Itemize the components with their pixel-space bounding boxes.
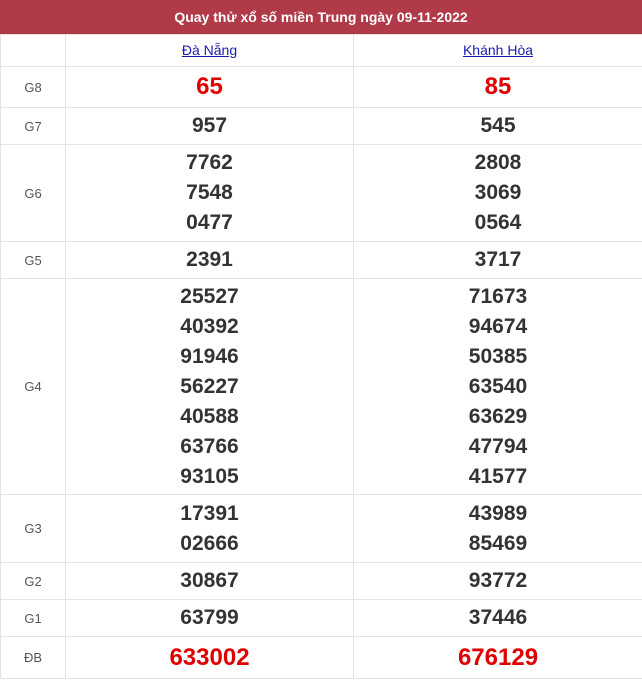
prize-cell [66,600,354,637]
prize-number: 50385 [468,344,528,368]
prize-number: 43989 [468,501,528,525]
prize-number: 85469 [468,531,528,555]
header-row [1,35,642,67]
prize-number: 40588 [180,404,239,428]
prize-cell [354,279,642,495]
province-link-khanh-hoa[interactable]: Khánh Hòa [462,41,534,58]
prize-number: 63799 [180,606,239,629]
prize-number: 7548 [186,181,233,204]
prize-number: 633002 [169,643,250,671]
prize-number: 63629 [468,404,528,428]
prize-number: 41577 [468,464,528,488]
prize-number: 30867 [180,569,239,592]
prize-row [1,637,642,679]
prize-number: 17391 [180,501,239,525]
prize-number: 63540 [468,374,528,398]
prize-cell [66,242,354,279]
prize-row [1,67,642,108]
prize-label: G7 [1,108,66,145]
prize-number: 40392 [180,314,239,338]
prize-label: G5 [1,242,66,279]
prize-row [1,242,642,279]
prize-number: 545 [480,114,516,137]
prize-cell [66,279,354,495]
prize-cell [66,108,354,145]
prize-label: G3 [1,495,66,563]
prize-row [1,495,642,563]
prize-number: 0564 [474,211,522,234]
prize-number: 93772 [468,569,528,592]
prize-number: 7762 [186,151,233,174]
prize-cell [354,242,642,279]
prize-number: 47794 [468,434,528,458]
prize-number: 63766 [180,434,239,458]
prize-cell [354,145,642,242]
header-empty-cell [1,35,66,67]
prize-label: G2 [1,563,66,600]
prize-cell [66,637,354,679]
prize-number: 37446 [468,606,528,629]
prize-number: 25527 [180,284,239,308]
prize-cell [66,563,354,600]
prize-number: 94674 [468,314,528,338]
prize-row [1,145,642,242]
prize-cell [66,145,354,242]
prize-cell [354,600,642,637]
prize-row [1,600,642,637]
prize-label: G8 [1,67,66,108]
prize-cell [354,637,642,679]
page-title: Quay thử xổ số miền Trung ngày 09-11-2022 [0,0,642,34]
prize-label: ĐB [1,637,66,679]
prize-number: 3717 [474,248,522,271]
prize-number: 3069 [474,181,522,204]
prize-row [1,279,642,495]
prize-cell [66,67,354,108]
province-link-da-nang[interactable]: Đà Nẵng [181,41,238,58]
prize-cell [354,563,642,600]
prize-number: 91946 [180,344,239,368]
prize-cell [354,108,642,145]
prize-number: 2808 [474,151,522,174]
prize-number: 93105 [180,464,239,488]
prize-number: 957 [191,114,228,137]
prize-number: 2391 [186,248,233,271]
prize-number: 02666 [180,531,239,555]
prize-label: G4 [1,279,66,495]
results-table [0,34,642,679]
prize-label: G6 [1,145,66,242]
prize-number: 676129 [457,643,539,671]
prize-rows [1,67,642,679]
prize-number: 0477 [186,211,233,234]
prize-row [1,108,642,145]
prize-number: 65 [196,73,223,100]
prize-cell [66,495,354,563]
prize-row [1,563,642,600]
prize-label: G1 [1,600,66,637]
prize-cell [354,495,642,563]
prize-number: 56227 [180,374,239,398]
province-header [66,35,354,67]
prize-cell [354,67,642,108]
province-header [354,35,642,67]
prize-number: 71673 [468,284,528,308]
prize-number: 85 [484,73,512,100]
